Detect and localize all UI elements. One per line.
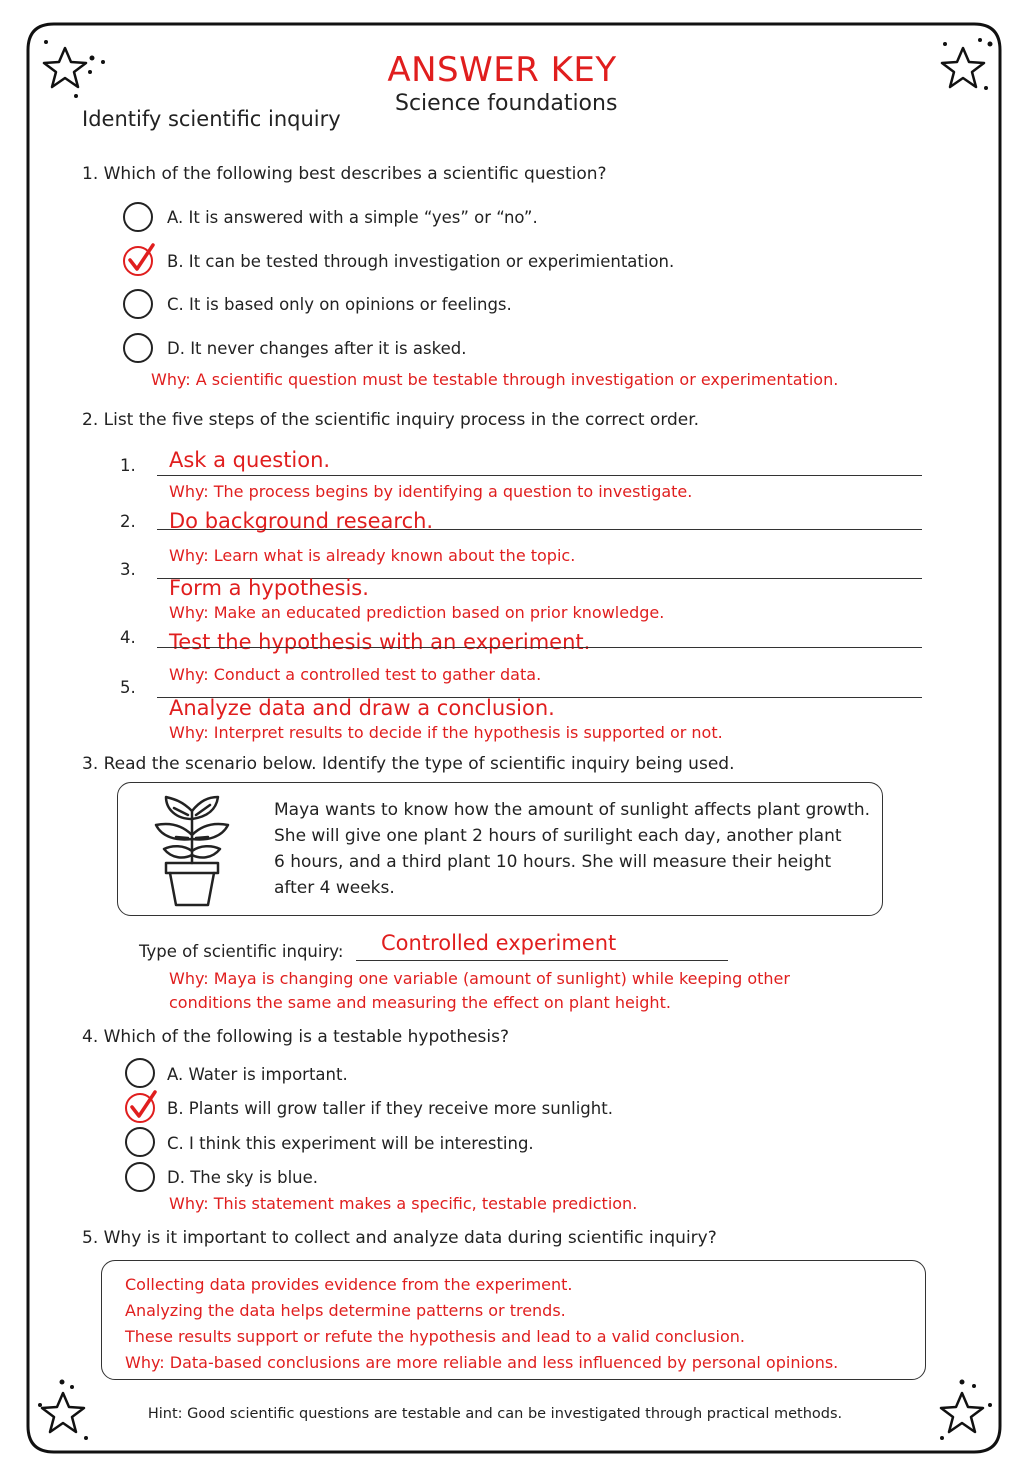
- q1-option-d-label: D. It never changes after it is asked.: [167, 339, 467, 358]
- worksheet-topic: Identify scientific inquiry: [82, 107, 341, 131]
- question-2-text: 2. List the five steps of the scientific inquiry process in the correct order.: [82, 410, 700, 430]
- q4-why: Why: This statement makes a specific, testable prediction.: [169, 1194, 638, 1213]
- step-3-answer: Form a hypothesis.: [169, 576, 369, 600]
- checkmark-icon: [121, 238, 161, 278]
- step-5-answer: Analyze data and draw a conclusion.: [169, 696, 555, 720]
- step-2-answer: Do background research.: [169, 509, 434, 533]
- answer-line: [157, 475, 922, 476]
- q5-answer: [125, 1272, 838, 1376]
- q4-option-b-label: B. Plants will grow taller if they receive more sunlight.: [167, 1099, 613, 1118]
- q4-option-a-label: A. Water is important.: [167, 1065, 348, 1084]
- q3-why-line: conditions the same and measuring the effect on plant height.: [169, 993, 671, 1012]
- step-number: 3.: [120, 560, 136, 579]
- question-5-text: 5. Why is it important to collect and analyze data during scientific inquiry?: [82, 1228, 717, 1248]
- step-4-answer: Test the hypothesis with an experiment.: [169, 630, 591, 654]
- scenario-line: after 4 weeks.: [274, 878, 395, 898]
- step-1-answer: Ask a question.: [169, 448, 331, 472]
- radio-circle[interactable]: [125, 1127, 155, 1157]
- step-number: 4.: [120, 628, 136, 647]
- q5-answer-line: These results support or refute the hypothesis and lead to a valid conclusion.: [125, 1327, 745, 1346]
- q4-option-c-label: C. I think this experiment will be interesting.: [167, 1134, 534, 1153]
- radio-circle[interactable]: [123, 333, 153, 363]
- step-5-why: Why: Interpret results to decide if the hypothesis is supported or not.: [169, 723, 723, 742]
- radio-circle[interactable]: [125, 1058, 155, 1088]
- potted-plant-icon: [152, 793, 232, 908]
- inquiry-type-label: Type of scientific inquiry:: [139, 942, 344, 961]
- question-1-text: 1. Which of the following best describes a scientific question?: [82, 164, 607, 184]
- step-2-why: Why: Learn what is already known about the topic.: [169, 546, 576, 565]
- scenario-line: She will give one plant 2 hours of surilight each day, another plant: [274, 826, 842, 846]
- hint-text: Hint: Good scientific questions are testable and can be investigated through practical methods.: [147, 1406, 843, 1422]
- answer-line: [356, 960, 728, 961]
- step-1-why: Why: The process begins by identifying a question to investigate.: [169, 482, 693, 501]
- answer-line: [157, 529, 922, 530]
- step-number: 1.: [120, 456, 136, 475]
- step-number: 5.: [120, 678, 136, 697]
- scenario-line: 6 hours, and a third plant 10 hours. She will measure their height: [274, 852, 832, 872]
- scenario-box: [117, 782, 883, 916]
- step-number: 2.: [120, 512, 136, 531]
- radio-circle[interactable]: [123, 202, 153, 232]
- checkmark-icon: [123, 1085, 163, 1125]
- q3-why: [169, 967, 790, 1015]
- page-title: ANSWER KEY: [387, 50, 617, 90]
- step-4-why: Why: Conduct a controlled test to gather data.: [169, 665, 542, 684]
- radio-circle[interactable]: [125, 1162, 155, 1192]
- q5-answer-line: Collecting data provides evidence from the experiment.: [125, 1275, 573, 1294]
- q4-option-d-label: D. The sky is blue.: [167, 1168, 319, 1187]
- answer-box: [101, 1260, 926, 1380]
- question-4-text: 4. Which of the following is a testable hypothesis?: [82, 1027, 510, 1047]
- answer-line: [157, 647, 922, 648]
- q3-why-line: Why: Maya is changing one variable (amount of sunlight) while keeping other: [169, 969, 790, 988]
- q1-option-a-label: A. It is answered with a simple “yes” or “no”.: [167, 208, 538, 227]
- scenario-line: Maya wants to know how the amount of sunlight affects plant growth.: [274, 800, 871, 820]
- question-3-text: 3. Read the scenario below. Identify the type of scientific inquiry being used.: [82, 754, 735, 774]
- q1-option-b-label: B. It can be tested through investigation or experimientation.: [167, 252, 675, 271]
- step-3-why: Why: Make an educated prediction based on prior knowledge.: [169, 603, 665, 622]
- q1-why: Why: A scientific question must be testable through investigation or experimentation.: [151, 370, 839, 389]
- q1-option-c-label: C. It is based only on opinions or feelings.: [167, 295, 512, 314]
- inquiry-type-answer: Controlled experiment: [381, 931, 617, 955]
- q5-answer-line: Analyzing the data helps determine patterns or trends.: [125, 1301, 566, 1320]
- page-subtitle: Science foundations: [395, 91, 618, 116]
- q5-answer-line: Why: Data-based conclusions are more reliable and less influenced by personal opinions.: [125, 1353, 839, 1372]
- scenario-text: [274, 797, 870, 901]
- radio-circle[interactable]: [123, 289, 153, 319]
